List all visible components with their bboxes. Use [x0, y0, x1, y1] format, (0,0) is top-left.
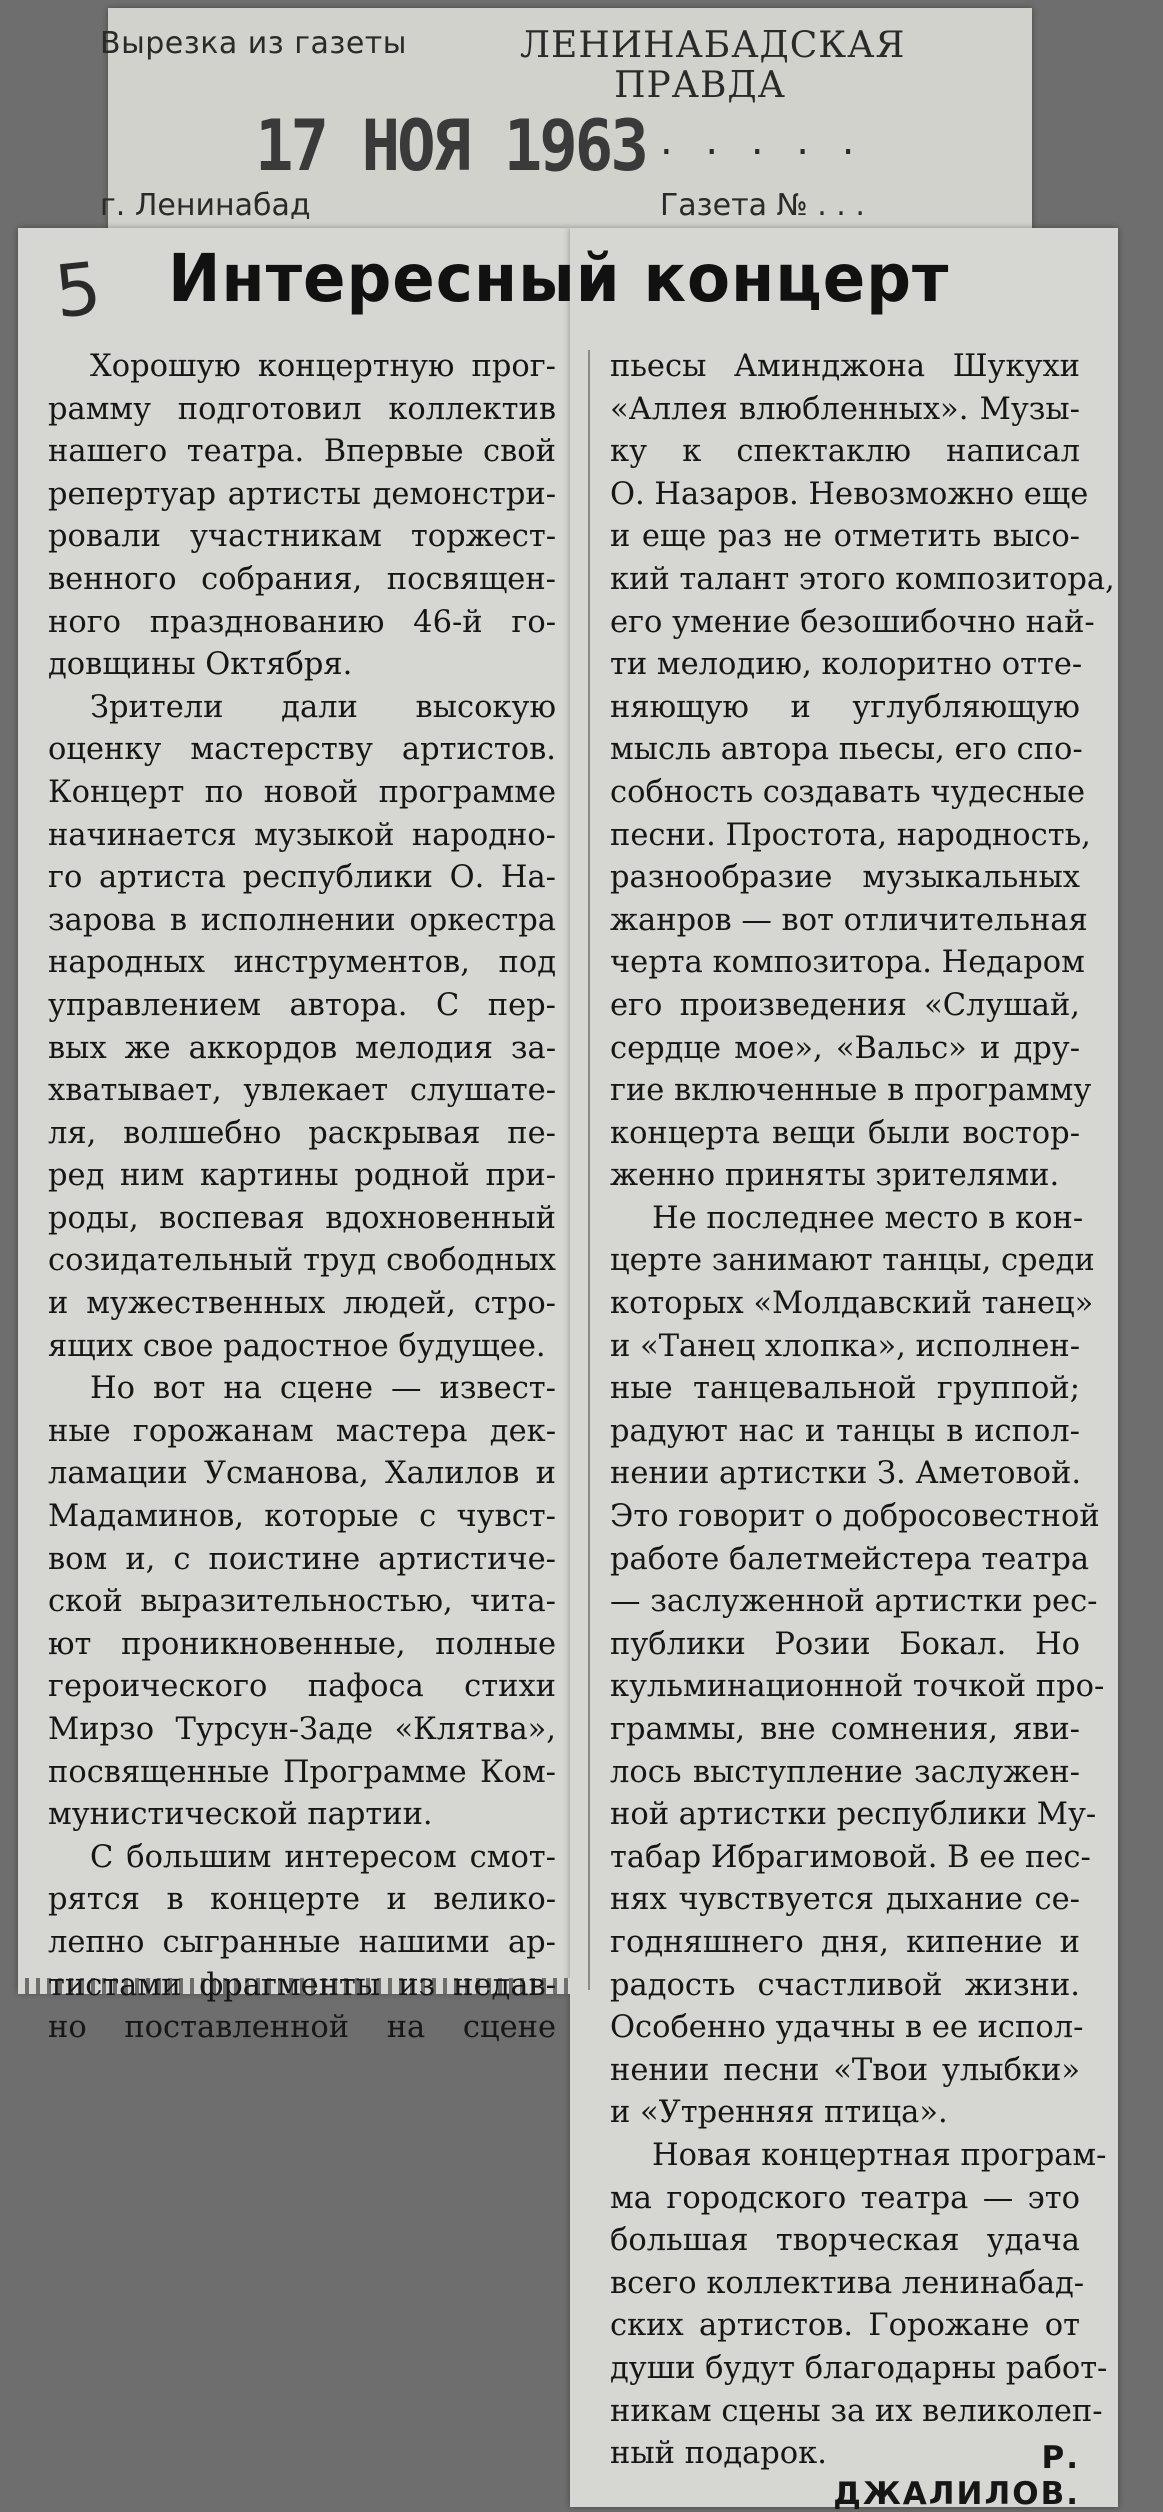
- article-text-line: созидательный труд свободных: [48, 1243, 556, 1279]
- article-text-line: Это говорит о добросовестной: [610, 1499, 1100, 1535]
- newspaper-name: ЛЕНИНАБАДСКАЯ ПРАВДА: [520, 25, 906, 106]
- article-text-line: всего коллектива ленинабад-: [610, 2265, 1085, 2301]
- article-text-line: Зрители дали высокую: [90, 689, 556, 725]
- article-text-line: ной артистки республики Му-: [610, 1797, 1097, 1833]
- article-text-line: ку к спектаклю написал: [610, 434, 1080, 470]
- article-text-line: лось выступление заслужен-: [610, 1754, 1080, 1790]
- article-text-line: вых же аккордов мелодия за-: [48, 1030, 556, 1066]
- article-text-line: годняшнего дня, кипение и: [610, 1924, 1080, 1960]
- article-text-line: ской выразительностью, чита-: [48, 1584, 556, 1620]
- article-text-line: ящих свое радостное будущее.: [48, 1328, 546, 1364]
- article-text-line: вом и, с поистине артистиче-: [48, 1541, 556, 1577]
- article-text-line: хватывает, увлекает слушате-: [48, 1073, 556, 1109]
- article-text-line: мунистической партии.: [48, 1797, 433, 1833]
- article-text-line: ного празднованию 46-й го-: [48, 604, 556, 640]
- article-text-line: публики Розии Бокал. Но: [610, 1626, 1080, 1662]
- article-text-line: нях чувствуется дыхание се-: [610, 1882, 1080, 1918]
- article-text-line: нашего театра. Впервые свой: [48, 434, 556, 470]
- article-text-line: репертуар артисты демонстри-: [48, 476, 556, 512]
- article-text-line: С большим интересом смот-: [90, 1839, 556, 1875]
- article-text-line: ламации Усманова, Халилов и: [48, 1456, 556, 1492]
- article-text-line: собность создавать чудесные: [610, 774, 1085, 810]
- article-text-line: которых «Молдавский танец»: [610, 1286, 1094, 1322]
- article-text-line: жанров — вот отличительная: [610, 902, 1088, 938]
- article-text-line: ред ним картины родной при-: [48, 1158, 556, 1194]
- city-label: г. Ленинабад: [100, 188, 311, 223]
- date-stamp: 17 НОЯ 1963: [255, 106, 646, 188]
- article-text-line: довщины Октября.: [48, 647, 353, 683]
- article-text-line: роды, воспевая вдохновенный: [48, 1200, 556, 1236]
- article-text-line: Мадаминов, которые с чувст-: [48, 1499, 556, 1535]
- article-text-line: нении артистки З. Аметовой.: [610, 1456, 1082, 1492]
- article-text-line: и «Танец хлопка», исполнен-: [610, 1328, 1080, 1364]
- article-text-line: души будут благодарны работ-: [610, 2350, 1108, 2386]
- article-text-line: песни. Простота, народность,: [610, 817, 1091, 853]
- article-text-line: Новая концертная програм-: [652, 2137, 1107, 2173]
- article-text-line: Но вот на сцене — извест-: [90, 1371, 556, 1407]
- article-text-line: го артиста республики О. На-: [48, 860, 556, 896]
- article-text-line: большая творческая удача: [610, 2223, 1080, 2259]
- article-text-line: кульминационной точкой про-: [610, 1669, 1105, 1705]
- article-text-line: концерта вещи были востор-: [610, 1115, 1080, 1151]
- article-text-line: женно приняты зрителями.: [610, 1158, 1060, 1194]
- article-headline: Интересный концерт: [168, 240, 950, 317]
- article-text-line: его умение безошибочно най-: [610, 604, 1095, 640]
- article-text-line: начинается музыкой народно-: [48, 817, 556, 853]
- article-text-line: О. Назаров. Невозможно еще: [610, 476, 1089, 512]
- article-left-column: [48, 346, 556, 2050]
- article-text-line: ровали участникам торжест-: [48, 519, 556, 555]
- article-text-line: Хорошую концертную прог-: [90, 349, 556, 384]
- article-text-line: няющую и углубляющую: [610, 689, 1080, 725]
- article-text-line: табар Ибрагимовой. В ее пес-: [610, 1839, 1091, 1875]
- article-text-line: пьесы Аминджона Шукухи: [610, 349, 1080, 384]
- article-text-line: граммы, вне сомнения, яви-: [610, 1712, 1080, 1747]
- article-text-line: ти мелодию, колоритно отте-: [610, 647, 1083, 683]
- article-text-line: ют проникновенные, полные: [48, 1626, 556, 1662]
- article-text-line: но поставленной на сцене: [48, 2010, 556, 2046]
- source-label: Вырезка из газеты: [100, 26, 407, 61]
- article-text-line: «Аллея влюбленных». Музы-: [610, 391, 1080, 427]
- article-text-line: его произведения «Слушай,: [610, 987, 1080, 1023]
- article-text-line: ные горожанам мастера дек-: [48, 1413, 556, 1449]
- gazeta-number-label: Газета № . . .: [660, 188, 865, 223]
- article-text-line: и мужественных людей, стро-: [48, 1286, 556, 1322]
- article-text-line: гие включенные в программу: [610, 1073, 1092, 1109]
- article-text-line: черта композитора. Недаром: [610, 945, 1085, 981]
- article-text-line: тистами фрагменты из недав-: [48, 1967, 556, 2003]
- article-text-line: кий талант этого композитора,: [610, 561, 1115, 597]
- handwritten-page-number: 5: [50, 245, 106, 335]
- article-text-line: народных инструментов, под: [48, 945, 556, 981]
- article-text-line: работе балетмейстера театра: [610, 1541, 1090, 1577]
- article-text-line: ля, волшебно раскрывая пе-: [48, 1115, 556, 1151]
- article-text-line: сердце мое», «Вальс» и дру-: [610, 1030, 1080, 1066]
- article-text-line: и еще раз не отметить высо-: [610, 519, 1080, 555]
- article-text-line: и «Утренняя птица».: [610, 2095, 948, 2131]
- article-text-line: управлением автора. С пер-: [48, 987, 556, 1023]
- article-text-line: Концерт по новой программе: [48, 774, 556, 810]
- article-text-line: оценку мастерству артистов.: [48, 732, 556, 768]
- article-text-line: ских артистов. Горожане от: [610, 2308, 1080, 2344]
- article-text-line: радость счастливой жизни.: [610, 1967, 1080, 2003]
- article-text-line: ный подарок.: [610, 2436, 827, 2472]
- article-text-line: венного собрания, посвящен-: [48, 561, 556, 597]
- article-text-line: рятся в концерте и велико-: [48, 1882, 556, 1918]
- article-text-line: посвященные Программе Ком-: [48, 1754, 556, 1790]
- article-text-line: лепно сыгранные нашими ар-: [48, 1924, 556, 1960]
- article-right-column: [610, 346, 1115, 2476]
- article-text-line: ма городского театра — это: [610, 2180, 1080, 2216]
- article-text-line: Не последнее место в кон-: [652, 1200, 1084, 1236]
- article-text-line: радуют нас и танцы в испол-: [610, 1413, 1080, 1449]
- article-text-line: — заслуженной артистки рес-: [610, 1584, 1098, 1620]
- date-stamp-dots: . . . . .: [660, 118, 865, 164]
- article-text-line: зарова в исполнении оркестра: [48, 902, 556, 938]
- article-text-line: церте занимают танцы, среди: [610, 1243, 1095, 1279]
- article-text-line: нении песни «Твои улыбки»: [610, 2052, 1080, 2088]
- article-text-line: мысль автора пьесы, его спо-: [610, 732, 1083, 768]
- article-text-line: никам сцены за их великолеп-: [610, 2393, 1103, 2429]
- article-text-line: рамму подготовил коллектив: [48, 391, 556, 427]
- article-text-line: разнообразие музыкальных: [610, 860, 1080, 896]
- author-signature: Р. ДЖАЛИЛОВ.: [833, 2440, 1080, 2512]
- column-divider: [588, 350, 590, 1990]
- article-text-line: ные танцевальной группой;: [610, 1371, 1080, 1407]
- article-text-line: Мирзо Турсун-Заде «Клятва»,: [48, 1712, 556, 1747]
- article-text-line: героического пафоса стихи: [48, 1669, 556, 1705]
- article-text-line: Особенно удачны в ее испол-: [610, 2010, 1084, 2046]
